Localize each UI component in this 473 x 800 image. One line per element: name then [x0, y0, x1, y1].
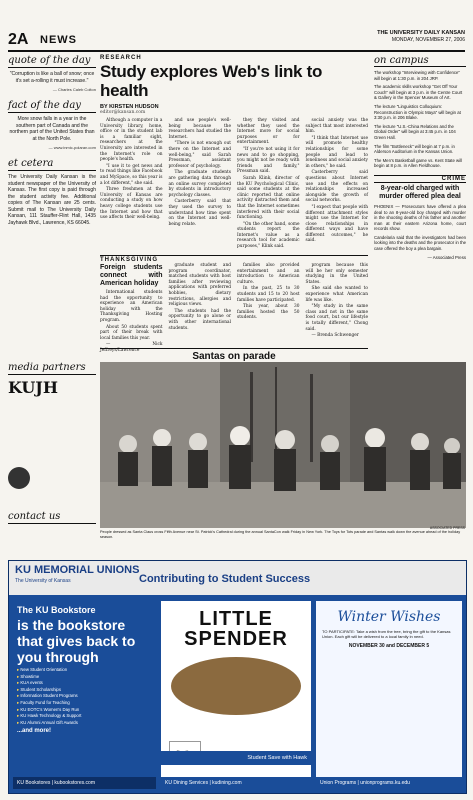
little-spender-title	[161, 609, 311, 649]
winter-wishes-dates: NOVEMBER 30 and DECEMBER 5	[348, 643, 430, 649]
article-paragraph: "I think that Internet use will promote healthy relationships for some people and lead to loneliness and social anxiety in others," he said.	[305, 135, 368, 169]
article-paragraph: "I expect that people with different attachment styles might use the Internet for close relationships in different ways and have different outcomes," he said.	[305, 204, 368, 244]
quote-title: quote of the day	[8, 55, 96, 68]
sandwich-image	[171, 657, 301, 715]
thanksgiving-paragraph: graduate student and program coordinator, matched students with host families after reviewing applications with preferred hobbies, dietary restrictions, allergies and religious views.	[168, 263, 231, 308]
masthead	[377, 30, 465, 44]
campus-item: The Men's Basketball game vs. Kent State will begin at 8 p.m. in Allen Fieldhouse.	[374, 157, 462, 169]
article-paragraph: social anxiety was the subject that most interested him.	[305, 118, 368, 135]
article-paragraph: Although a computer in a University library, home, office or in the student lab is a familiar sight, researchers at the University are interested in the Internet's role on people's health.	[100, 118, 163, 163]
bookstore-item: ▸ KU Hawk Technology & Support	[17, 713, 152, 720]
article-paragraph: "If you're not using it for news and to go shopping, you might not be ready with friends and family," Pressman said.	[237, 146, 300, 175]
thanksgiving-headline: Foreign students connect with American holiday	[100, 264, 163, 287]
crime-paragraph: PHOENIX — Prosecutors have offered a plea deal to an 8-year-old boy charged with murder in the shooting deaths of his father and another man at their eastern Arizona home, court records show.	[374, 203, 466, 232]
thanksgiving-paragraph: — Brenda Schwenger	[311, 333, 359, 339]
winter-wishes-title: Winter Wishes	[337, 609, 441, 625]
bookstore-item: ▸ Faculty Fund for Teaching	[17, 700, 152, 707]
thanksgiving-paragraph: International students had the opportunity to experience an American holiday with the Thanksgiving Hosting program.	[100, 290, 163, 323]
quote-text: "Corruption is like a ball of snow; once it's set a-rolling it must increase."	[9, 71, 95, 84]
bookstore-item: ▸ KU Alumni Annual Gift Awards	[17, 720, 152, 727]
thanksgiving-col-1	[100, 263, 163, 355]
thanksgiving-paragraph: "My study in the same class and not in the same food court, but our lifestyle is totally different," Chong said.	[305, 304, 368, 332]
article-col-2	[169, 118, 232, 251]
bookstore-item: ▸ Showtime	[17, 674, 152, 681]
article-paragraph: "There is not enough out there on the Internet and well-being," said Sarah Pressman, assistant professor of psychology.	[168, 141, 231, 169]
ku-unions-logo	[15, 565, 139, 587]
dining-footer: KU Dining Services | kudining.com	[161, 777, 311, 789]
crime-label: CRIME	[374, 175, 466, 183]
article-byline: BY KIRSTEN HUDSON	[100, 104, 159, 110]
winter-wishes-panel	[316, 601, 462, 789]
crime-headline: 8-year-old charged with murder offered plea deal	[379, 184, 461, 200]
thanksgiving-paragraph: program because this will be her only semester studying in the United States.	[305, 263, 368, 285]
article-paragraph: "On the other hand, some students report the Internet's value as a research tool for academic purposes," Klink said.	[237, 221, 300, 250]
photo-caption: People dressed as Santa Claus cross Fifth Avenue near St. Patrick's Cathedral during the annual SantaCon walk Friday in New York. The Toys for Tots parade and Santas walk down the avenue ahead of the holiday season.	[100, 530, 461, 539]
fact-source: — www.inmic-polaran.com	[48, 145, 96, 150]
photo-credit: ASSOCIATED PRESS	[429, 526, 465, 530]
campus-item: The lecture "Linguistics Colloquium: Reconstruction in Olympic Maya" will begin at 3:30 p.m. in 206 Blake.	[374, 103, 461, 121]
thanksgiving-col-2	[169, 263, 232, 355]
sponsor-sub: The University of Kansas	[15, 578, 71, 584]
thanksgiving-columns	[100, 263, 368, 355]
article-paragraph: Sarah Klink, director of the KU Psychological Clinic, said some students at the clinic reported that online activity distracted them and that the Internet sometimes interfered with their social functioning.	[237, 175, 300, 221]
masthead-title: THE UNIVERSITY DAILY KANSAN	[377, 30, 465, 36]
campus-item: The film "Bottleneck" will begin at 7 p.m. in Alderson Auditorium in the Kansas Union.	[374, 143, 455, 155]
thanksgiving-paragraph: She said she wanted to experience what American life was like.	[305, 286, 368, 303]
bookstore-item: ▸ KUA events	[17, 680, 152, 687]
thanksgiving-paragraph: This year, about 30 families hosted the 50 students.	[237, 304, 300, 321]
bookstore-panel	[13, 601, 156, 789]
bookstore-more: ...and more!	[17, 728, 52, 735]
article-paragraph: "I use it to get news and to read things like Facebook and MySpace, so this year is a lot different," she said.	[100, 163, 163, 186]
ad-title: Contributing to Student Success	[139, 573, 311, 585]
on-campus-title: on campus	[374, 55, 466, 67]
article-kicker: RESEARCH	[100, 55, 142, 61]
thanksgiving-paragraph: The students had the opportunity to go alone or with other international students.	[168, 308, 231, 331]
bookstore-item: ▸ Student Scholarships	[17, 687, 152, 694]
student-save-bar: Student Save with Hawk	[161, 751, 311, 765]
kujh-logo: KUJH	[8, 378, 58, 397]
bookstore-item: ▸ Information Student Programs	[17, 693, 152, 700]
bookstore-item: ▸ New Student Orientation	[17, 667, 152, 674]
thanksgiving-col-4	[306, 263, 369, 355]
spender-word: SPENDER	[184, 628, 288, 650]
winter-wishes-text: TO PARTICIPATE: Take a wish from the tree, bring the gift to the Kansas Union. Each gift will be delivered to a local family in need.	[322, 629, 451, 639]
bookstore-item: ▸ KU EOTC's Women's Day Run	[17, 707, 152, 714]
union-programs-footer: Union Programs | unionprograms.ku.edu	[316, 777, 462, 789]
article-col-3	[237, 118, 300, 251]
photo-title: Santas on parade	[100, 348, 368, 362]
little-spender-panel	[161, 601, 311, 789]
crime-source: — Associated Press	[427, 254, 466, 260]
santas-parade-photo	[100, 362, 466, 528]
article-paragraph: The graduate students are gathering data through an online survey completed by students in introductory psychology classes.	[168, 170, 231, 198]
bookstore-heading: The KU Bookstore	[17, 605, 96, 615]
kjhk-logo	[8, 467, 30, 489]
media-title: media partners	[8, 362, 96, 375]
quote-author: — Charles Caleb Colton	[52, 87, 96, 92]
right-sidebar	[374, 55, 466, 263]
article-email: editor@kansan.com	[100, 110, 146, 115]
bookstore-footer: KU Bookstores | kubookstores.com	[13, 777, 156, 789]
article-paragraph: Three freshmen at the University of Kansas are conducting a study on how heavy college students use the Internet and how that use affects their well-being.	[100, 187, 163, 221]
page-header	[8, 30, 465, 52]
sponsor-name: KU MEMORIAL UNIONS	[15, 564, 140, 576]
page-number: 2A	[8, 31, 29, 48]
thanksgiving-story	[100, 255, 368, 355]
article-paragraph: Casterberry said questions about Internet use and the effects on relationships increased alongside the growth of social networks.	[305, 170, 368, 204]
article-col-1	[100, 118, 163, 251]
ku-memorial-unions-ad	[8, 560, 467, 794]
thanksgiving-paragraph: — Nick Jeffreys/Lawrence	[100, 342, 163, 353]
main-article	[100, 55, 368, 251]
bookstore-tagline: is the bookstore that gives back to you through	[17, 617, 136, 665]
section-name: NEWS	[40, 34, 77, 46]
article-paragraph: Casterberry said that they used the survey to understand how time spent on the Internet and well-being relate.	[168, 199, 231, 227]
article-paragraph: they they visited and whether they used the Internet more for social purposes or for entertainment.	[237, 118, 300, 146]
santas-photo-graphic	[100, 362, 466, 528]
bookstore-list	[17, 667, 152, 726]
campus-item: The lecture "U.S.-China Relations and the Global Order" will begin at 3:45 p.m. in 104 Green Hall.	[374, 123, 456, 140]
thanksgiving-paragraph: In the past, 25 to 30 students and 15 to 20 host families have participated.	[237, 286, 300, 303]
article-paragraph: and use people's well-being because the researchers had studied the Internet.	[168, 118, 231, 140]
media-partners	[8, 362, 96, 527]
thanksgiving-kicker: THANKSGIVING	[100, 255, 368, 263]
thanksgiving-col-3	[237, 263, 300, 355]
masthead-date: MONDAY, NOVEMBER 27, 2006	[391, 37, 465, 43]
thanksgiving-paragraph: families also provided entertainment and an introduction to American culture.	[237, 263, 300, 285]
crime-paragraph: Candelaria said that the investigators had been looking into the deaths and the prosecutor in the case offered the boy a plea bargain.	[374, 234, 466, 252]
campus-item: The workshop "Interviewing with Confidence" will begin at 1:30 p.m. in 204 JRP.	[374, 70, 460, 81]
article-headline: Study explores Web's link to health	[100, 62, 323, 100]
etcetera-title: et cetera	[8, 158, 96, 171]
article-columns	[100, 118, 368, 251]
ad-banner	[9, 561, 466, 595]
little-word: LITTLE	[199, 608, 273, 630]
left-sidebar	[8, 55, 96, 229]
contact-title: contact us	[8, 511, 96, 524]
thanksgiving-paragraph: About 50 students spent part of their break with local families this year.	[100, 324, 163, 341]
fact-text: More snow falls in a year in the southern part of Canada and the northern part of the United States than at the North Pole.	[9, 116, 95, 142]
campus-item: The academic skills workshop "Get Off Your Couch" will begin at 3 p.m. in the Centre Court & Gallery in the Spencer Museum of Art.	[374, 84, 463, 101]
fact-title: fact of the day	[8, 100, 96, 113]
article-col-4	[306, 118, 369, 251]
etcetera-text: The University Daily Kansan is the student newspaper of the University of Kansas. The first copy is paid through the student activity fee. Additional copies of The Kansan are 25 cents. Submit mail to The University Daily Kansan, 111 Stauffer-Flint Hall, 1435 Jayhawk Blvd., Lawrence, KS 66045.	[8, 174, 96, 226]
